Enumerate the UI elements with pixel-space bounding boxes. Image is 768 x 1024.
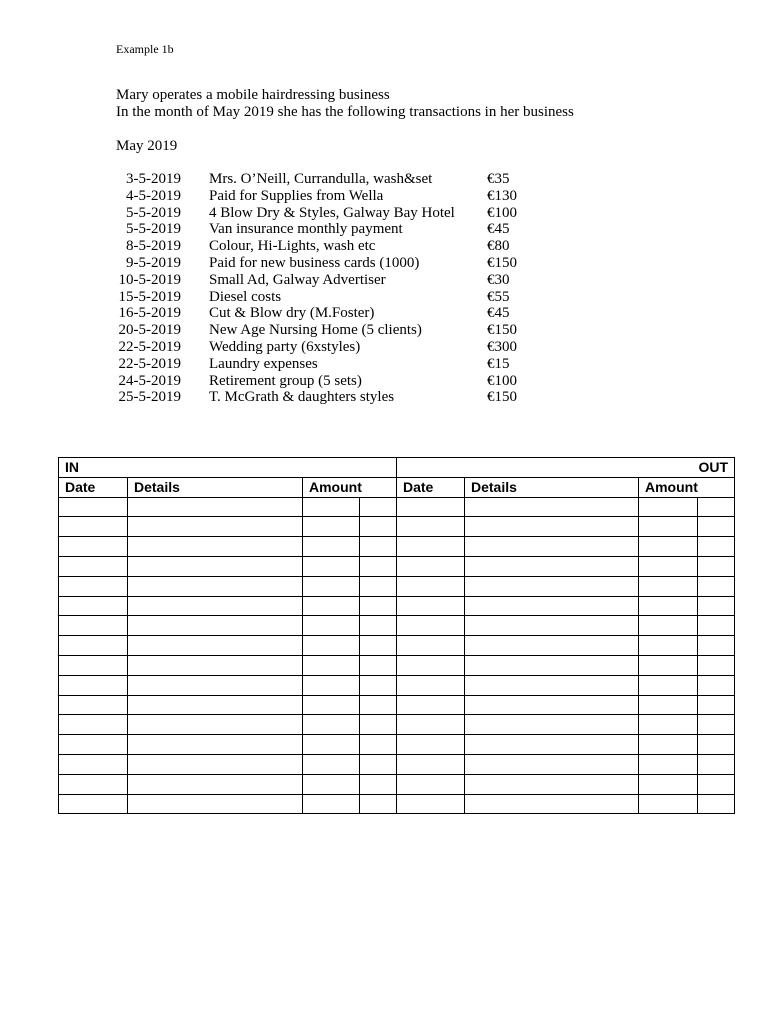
transaction-detail: Mrs. O’Neill, Currandulla, wash&set: [209, 171, 433, 187]
out-amount-cent-cell: [698, 576, 735, 596]
out-date-cell: [397, 636, 465, 656]
transaction-date: 4-5-2019: [126, 187, 181, 204]
out-date-cell: [397, 675, 465, 695]
in-amount-cent-cell: [360, 576, 397, 596]
out-date-cell: [397, 556, 465, 576]
out-amount-cent-cell: [698, 636, 735, 656]
transaction-amount: €150: [487, 389, 517, 406]
transaction-detail: 4 Blow Dry & Styles, Galway Bay Hotel: [209, 204, 455, 221]
out-details-cell: [465, 655, 639, 675]
transaction-date: 25-5-2019: [118, 389, 181, 406]
transaction-row: [100, 255, 547, 272]
transaction-row: [100, 289, 547, 306]
transaction-date: 16-5-2019: [118, 305, 181, 322]
in-details-cell: [128, 596, 303, 616]
in-details-cell: [128, 655, 303, 675]
out-details-cell: [465, 735, 639, 755]
ledger-entry-row: [59, 655, 735, 675]
transaction-amount: €35: [487, 171, 510, 187]
out-date-cell: [397, 774, 465, 794]
transaction-detail: New Age Nursing Home (5 clients): [209, 322, 422, 339]
transaction-date: 24-5-2019: [118, 372, 181, 389]
ledger-entry-row: [59, 695, 735, 715]
in-date-cell: [59, 774, 128, 794]
transaction-row: [100, 373, 547, 390]
out-details-cell: [465, 794, 639, 814]
in-amount-euro-cell: [303, 497, 360, 517]
transaction-detail: Paid for new business cards (1000): [209, 254, 420, 271]
in-details-cell: [128, 715, 303, 735]
out-details-cell: [465, 754, 639, 774]
in-amount-cent-cell: [360, 556, 397, 576]
in-amount-cent-cell: [360, 655, 397, 675]
in-amount-cent-cell: [360, 636, 397, 656]
in-date-cell: [59, 794, 128, 814]
out-date-cell: [397, 655, 465, 675]
in-amount-euro-cell: [303, 675, 360, 695]
in-amount-euro-cell: [303, 596, 360, 616]
in-amount-euro-cell: [303, 616, 360, 636]
out-amount-cent-cell: [698, 695, 735, 715]
in-amount-cent-cell: [360, 695, 397, 715]
transaction-date: 22-5-2019: [118, 355, 181, 372]
transaction-detail: Paid for Supplies from Wella: [209, 187, 384, 204]
in-amount-euro-cell: [303, 556, 360, 576]
transaction-detail: Colour, Hi-Lights, wash etc: [209, 238, 376, 255]
transaction-amount: €30: [487, 271, 510, 288]
in-amount-euro-cell: [303, 576, 360, 596]
out-amount-cent-cell: [698, 517, 735, 537]
in-details-cell: [128, 695, 303, 715]
in-date-cell: [59, 596, 128, 616]
transaction-row: [100, 238, 547, 255]
ledger-entry-row: [59, 616, 735, 636]
transaction-detail: Small Ad, Galway Advertiser: [209, 271, 386, 288]
ledger-side-header-row: [59, 458, 735, 478]
in-amount-euro-cell: [303, 794, 360, 814]
in-amount-euro-cell: [303, 715, 360, 735]
out-details-cell: [465, 774, 639, 794]
out-amount-cent-cell: [698, 774, 735, 794]
out-amount-cent-cell: [698, 794, 735, 814]
out-details-cell: [465, 616, 639, 636]
in-details-cell: [128, 497, 303, 517]
ledger-column-header-row: [59, 477, 735, 497]
in-date-cell: [59, 517, 128, 537]
transaction-amount: €55: [487, 288, 510, 305]
out-date-cell: [397, 735, 465, 755]
in-amount-euro-cell: [303, 735, 360, 755]
out-amount-cent-cell: [698, 596, 735, 616]
out-date-cell: [397, 715, 465, 735]
in-date-cell: [59, 695, 128, 715]
out-amount-euro-cell: [639, 497, 698, 517]
transaction-list: [100, 171, 547, 406]
in-date-cell: [59, 735, 128, 755]
out-date-cell: [397, 517, 465, 537]
out-amount-cent-cell: [698, 715, 735, 735]
in-details-cell: [128, 774, 303, 794]
in-details-cell: [128, 636, 303, 656]
out-amount-euro-cell: [639, 655, 698, 675]
transaction-date: 15-5-2019: [118, 288, 181, 305]
transaction-row: [100, 171, 547, 188]
in-date-cell: [59, 655, 128, 675]
out-details-cell: [465, 497, 639, 517]
in-details-cell: [128, 735, 303, 755]
out-amount-cent-cell: [698, 675, 735, 695]
transaction-row: [100, 221, 547, 238]
ledger-entry-row: [59, 537, 735, 557]
ledger-table: [58, 457, 735, 814]
transaction-row: [100, 339, 547, 356]
in-amount-euro-cell: [303, 695, 360, 715]
in-amount-euro-cell: [303, 655, 360, 675]
out-amount-cent-cell: [698, 735, 735, 755]
out-details-cell: [465, 675, 639, 695]
out-amount-euro-cell: [639, 695, 698, 715]
out-amount-euro-cell: [639, 556, 698, 576]
transaction-amount: €80: [487, 238, 510, 255]
in-date-cell: [59, 576, 128, 596]
out-amount-euro-cell: [639, 754, 698, 774]
in-date-cell: [59, 616, 128, 636]
transaction-row: [100, 188, 547, 205]
out-details-cell: [465, 695, 639, 715]
transaction-amount: €100: [487, 372, 517, 389]
out-date-cell: [397, 754, 465, 774]
in-details-cell: [128, 794, 303, 814]
out-amount-euro-cell: [639, 794, 698, 814]
in-details-cell: [128, 556, 303, 576]
transaction-date: 20-5-2019: [118, 322, 181, 339]
out-amount-cent-cell: [698, 754, 735, 774]
in-amount-euro-cell: [303, 774, 360, 794]
in-details-cell: [128, 537, 303, 557]
ledger-entry-row: [59, 497, 735, 517]
in-date-cell: [59, 497, 128, 517]
in-amount-cent-cell: [360, 715, 397, 735]
out-details-cell: [465, 576, 639, 596]
ledger-entry-row: [59, 794, 735, 814]
intro-text: [116, 87, 574, 121]
out-amount-cent-cell: [698, 616, 735, 636]
transaction-date: 22-5-2019: [118, 338, 181, 355]
transaction-detail: T. McGrath & daughters styles: [209, 389, 395, 406]
out-date-cell: [397, 794, 465, 814]
out-header: OUT: [397, 458, 735, 478]
out-amount-euro-cell: [639, 774, 698, 794]
out-date-cell: [397, 537, 465, 557]
out-details-cell: [465, 517, 639, 537]
out-amount-euro-cell: [639, 537, 698, 557]
transaction-detail: Diesel costs: [209, 288, 282, 305]
transaction-detail: Cut & Blow dry (M.Foster): [209, 305, 375, 322]
out-amount-euro-cell: [639, 735, 698, 755]
transaction-date: 10-5-2019: [118, 271, 181, 288]
transaction-detail: Laundry expenses: [209, 355, 318, 372]
out-date-cell: [397, 596, 465, 616]
in-date-header: Date: [59, 477, 128, 497]
transaction-amount: €45: [487, 221, 510, 238]
out-date-cell: [397, 497, 465, 517]
intro-line-1: Mary operates a mobile hairdressing business: [116, 87, 390, 103]
ledger-entry-row: [59, 735, 735, 755]
example-label: Example 1b: [116, 42, 174, 56]
in-amount-cent-cell: [360, 794, 397, 814]
intro-line-2: In the month of May 2019 she has the following transactions in her business: [116, 104, 574, 120]
transaction-amount: €130: [487, 187, 517, 204]
out-details-cell: [465, 636, 639, 656]
transaction-row: [100, 205, 547, 222]
out-details-cell: [465, 715, 639, 735]
in-details-cell: [128, 616, 303, 636]
ledger-entry-row: [59, 576, 735, 596]
out-amount-cent-cell: [698, 556, 735, 576]
transaction-row: [100, 356, 547, 373]
in-amount-cent-cell: [360, 754, 397, 774]
in-details-cell: [128, 576, 303, 596]
in-date-cell: [59, 636, 128, 656]
ledger-entry-row: [59, 556, 735, 576]
out-amount-header: Amount: [639, 477, 735, 497]
in-amount-header: Amount: [303, 477, 397, 497]
transaction-amount: €45: [487, 305, 510, 322]
out-amount-euro-cell: [639, 616, 698, 636]
in-amount-cent-cell: [360, 596, 397, 616]
transaction-date: 3-5-2019: [126, 171, 181, 187]
out-date-cell: [397, 695, 465, 715]
in-amount-euro-cell: [303, 517, 360, 537]
in-details-cell: [128, 517, 303, 537]
in-date-cell: [59, 715, 128, 735]
in-amount-cent-cell: [360, 497, 397, 517]
transaction-date: 5-5-2019: [126, 204, 181, 221]
in-date-cell: [59, 675, 128, 695]
transaction-detail: Retirement group (5 sets): [209, 372, 362, 389]
transaction-date: 5-5-2019: [126, 221, 181, 238]
transaction-amount: €100: [487, 204, 517, 221]
out-date-header: Date: [397, 477, 465, 497]
transaction-date: 8-5-2019: [126, 238, 181, 255]
in-details-cell: [128, 754, 303, 774]
out-amount-euro-cell: [639, 576, 698, 596]
out-date-cell: [397, 616, 465, 636]
out-amount-euro-cell: [639, 675, 698, 695]
transaction-row: [100, 305, 547, 322]
transaction-row: [100, 272, 547, 289]
out-amount-cent-cell: [698, 655, 735, 675]
in-details-header: Details: [128, 477, 303, 497]
transaction-row: [100, 389, 547, 406]
in-amount-cent-cell: [360, 537, 397, 557]
in-date-cell: [59, 754, 128, 774]
in-amount-euro-cell: [303, 636, 360, 656]
out-amount-euro-cell: [639, 596, 698, 616]
in-details-cell: [128, 675, 303, 695]
in-amount-cent-cell: [360, 675, 397, 695]
out-amount-euro-cell: [639, 636, 698, 656]
out-details-header: Details: [465, 477, 639, 497]
out-amount-euro-cell: [639, 517, 698, 537]
transaction-detail: Wedding party (6xstyles): [209, 338, 361, 355]
transaction-amount: €15: [487, 355, 510, 372]
out-amount-cent-cell: [698, 537, 735, 557]
in-amount-euro-cell: [303, 754, 360, 774]
ledger-entry-row: [59, 636, 735, 656]
transaction-detail: Van insurance monthly payment: [209, 221, 403, 238]
transaction-row: [100, 322, 547, 339]
in-date-cell: [59, 537, 128, 557]
ledger-entry-row: [59, 517, 735, 537]
out-details-cell: [465, 537, 639, 557]
in-amount-cent-cell: [360, 735, 397, 755]
transaction-amount: €150: [487, 322, 517, 339]
in-amount-cent-cell: [360, 517, 397, 537]
out-details-cell: [465, 556, 639, 576]
ledger-entry-row: [59, 754, 735, 774]
out-details-cell: [465, 596, 639, 616]
in-amount-euro-cell: [303, 537, 360, 557]
out-date-cell: [397, 576, 465, 596]
in-amount-cent-cell: [360, 616, 397, 636]
out-amount-cent-cell: [698, 497, 735, 517]
ledger-entry-row: [59, 774, 735, 794]
transaction-amount: €150: [487, 254, 517, 271]
ledger-entry-row: [59, 715, 735, 735]
in-amount-cent-cell: [360, 774, 397, 794]
in-header: IN: [59, 458, 397, 478]
ledger-entry-row: [59, 675, 735, 695]
ledger-entry-row: [59, 596, 735, 616]
transaction-date: 9-5-2019: [126, 254, 181, 271]
in-date-cell: [59, 556, 128, 576]
month-heading: May 2019: [116, 138, 178, 154]
out-amount-euro-cell: [639, 715, 698, 735]
transaction-amount: €300: [487, 338, 517, 355]
